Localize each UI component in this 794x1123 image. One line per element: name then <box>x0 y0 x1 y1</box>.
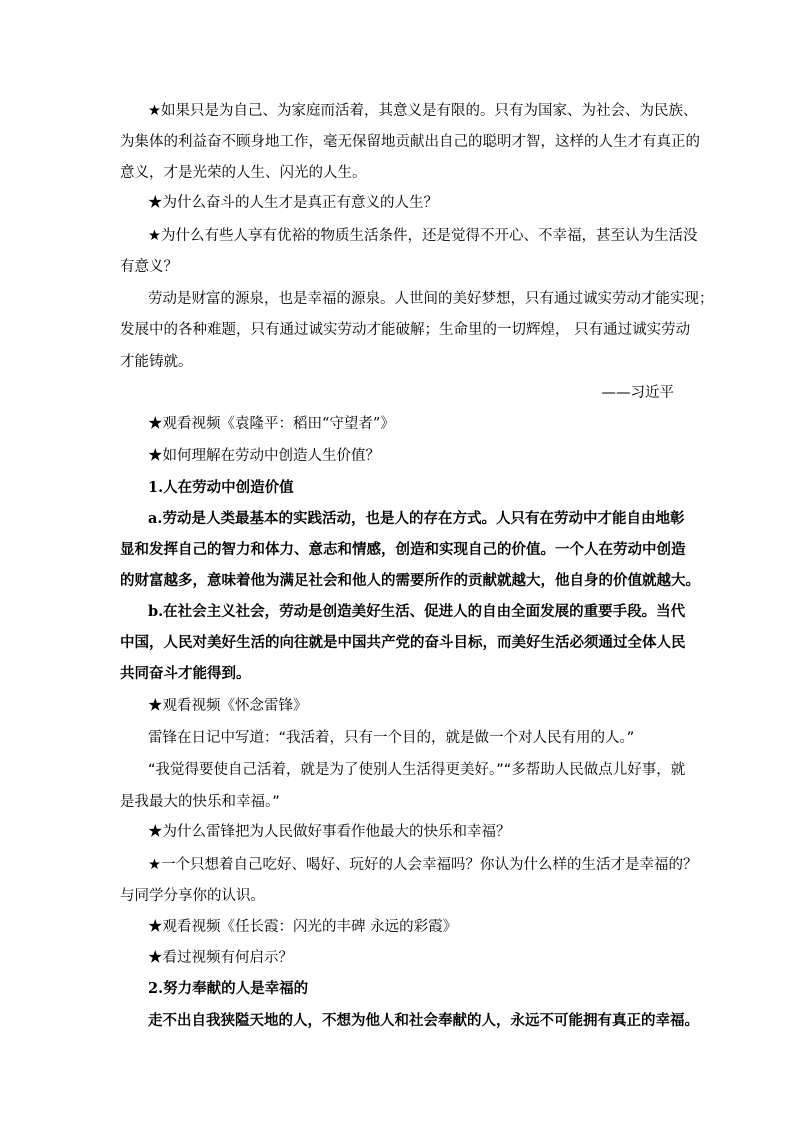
paragraph-line: 意义，才是光荣的人生、闪光的人生。 <box>120 165 367 181</box>
question-line: 有意义？ <box>120 259 178 275</box>
video-line: ★观看视频《任长霞：闪光的丰碑 永远的彩霞》 <box>148 919 458 935</box>
quote-line: 才能铸就。 <box>120 354 193 370</box>
bold-paragraph-line: a.劳动是人类最基本的实践活动，也是人的存在方式。人只有在劳动中才能自由地彰 <box>148 510 685 527</box>
question-line: ★为什么有些人享有优裕的物质生活条件，还是觉得不开心、不幸福，甚至认为生活没 <box>148 228 698 244</box>
video-line: ★观看视频《袁隆平：稻田“守望者”》 <box>148 416 395 432</box>
question-line: ★一个只想着自己吃好、喝好、玩好的人会幸福吗？你认为什么样的生活才是幸福的？ <box>148 857 698 873</box>
question-line: ★看过视频有何启示？ <box>148 950 293 966</box>
diary-line: “我觉得要使自己活着，就是为了使别人生活得更美好。”“多帮助人民做点儿好事，就 <box>148 762 686 778</box>
bold-paragraph-line: 走不出自我狭隘天地的人，不想为他人和社会奉献的人，永远不可能拥有真正的幸福。 <box>148 1012 699 1029</box>
quote-line: 发展中的各种难题，只有通过诚实劳动才能破解；生命里的一切辉煌， 只有通过诚实劳动 <box>120 322 691 338</box>
bold-paragraph-line: 的财富越多，意味着他为满足社会和他人的需要所作的贡献就越大，他自身的价值就越大。 <box>120 572 700 589</box>
paragraph-line: ★如果只是为自己、为家庭而活着，其意义是有限的。只有为国家、为社会、为民族、 <box>148 103 698 119</box>
video-line: ★观看视频《怀念雷锋》 <box>148 698 308 714</box>
bold-paragraph-line: 显和发挥自己的智力和体力、意志和情感，创造和实现自己的价值。一个人在劳动中创造 <box>120 541 686 558</box>
paragraph-line: 为集体的利益奋不顾身地工作，毫无保留地贡献出自己的聪明才智，这样的人生才有真正的 <box>120 134 700 150</box>
question-line: ★如何理解在劳动中创造人生价值？ <box>148 448 380 464</box>
question-line: 与同学分享你的认识。 <box>120 888 265 904</box>
bold-paragraph-line: 中国，人民对美好生活的向往就是中国共产党的奋斗目标，而美好生活必须通过全体人民 <box>120 634 686 651</box>
question-line: ★为什么雷锋把为人民做好事看作他最大的快乐和幸福？ <box>148 824 511 840</box>
quote-line: 劳动是财富的源泉，也是幸福的源泉。人世间的美好梦想，只有通过诚实劳动才能实现； <box>148 291 714 307</box>
question-line: ★为什么奋斗的人生才是真正有意义的人生？ <box>148 195 438 211</box>
section-heading: 2.努力奉献的人是幸福的 <box>148 980 309 997</box>
bold-paragraph-line: 共同奋斗才能得到。 <box>120 665 251 682</box>
diary-line: 雷锋在日记中写道：“我活着，只有一个目的，就是做一个对人民有用的人。” <box>148 730 635 746</box>
quote-attribution: ——习近平 <box>601 385 674 401</box>
bold-paragraph-line: b.在社会主义社会，劳动是创造美好生活、促进人的自由全面发展的重要手段。当代 <box>148 603 686 620</box>
diary-line: 是我最大的快乐和幸福。” <box>120 794 280 810</box>
section-heading: 1.人在劳动中创造价值 <box>148 479 294 496</box>
